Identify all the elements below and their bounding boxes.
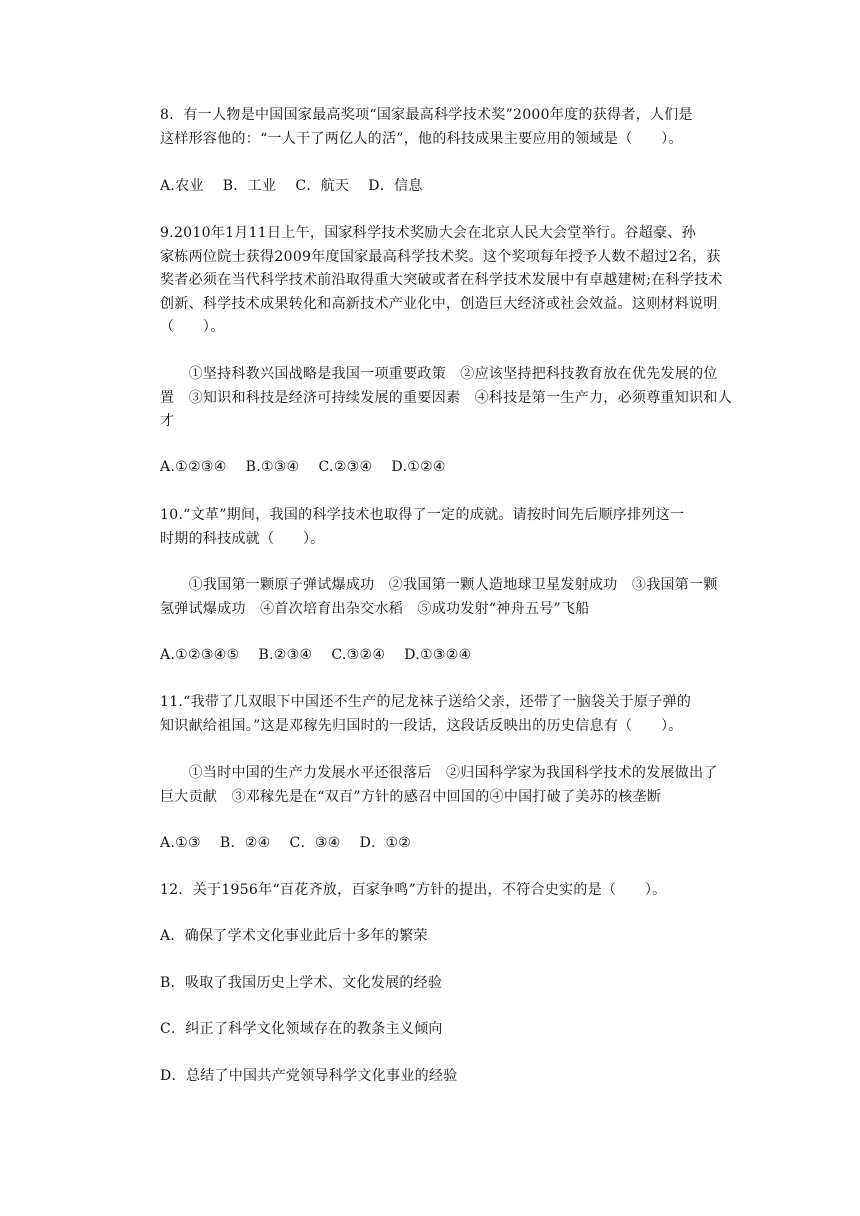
question-9-items [160, 363, 732, 434]
question-9-item-line: 才 [160, 413, 175, 429]
question-10-item-line: ①我国第一颗原子弹试爆成功 ②我国第一颗人造地球卫星发射成功 ③我国第一颗 [160, 577, 718, 593]
question-11-item-line: ①当时中国的生产力发展水平还很落后 ②归国科学家为我国科学技术的发展做出了 [160, 765, 718, 781]
question-10-item-line: 氢弹试爆成功 ④首次培育出杂交水稻 ⑤成功发射“神舟五号”飞船 [160, 600, 590, 617]
question-12-stem-line: 12．关于1956年“百花齐放，百家争鸣”方针的提出，不符合史实的是（ ）。 [160, 882, 667, 898]
question-9-stem [160, 222, 732, 340]
question-10-stem-line: 时期的科技成就（ ）。 [160, 530, 325, 547]
question-9-stem-line: （ ）。 [160, 319, 225, 335]
question-9-stem-line: 9.2010年1月11日上午，国家科学技术奖励大会在北京人民大会堂举行。谷超豪、孙 [160, 225, 697, 241]
question-11-items [160, 762, 732, 809]
question-9-stem-line: 奖者必须在当代科学技术前沿取得重大突破或者在科学技术发展中有卓越建树;在科学技术 [160, 272, 723, 288]
question-8-options: A.农业 B．工业 C．航天 D．信息 [160, 178, 423, 194]
question-12-option-d: D．总结了中国共产党领导科学文化事业的经验 [160, 1068, 458, 1084]
question-9-item-line: 置 ③知识和科技是经济可持续发展的重要因素 ④科技是第一生产力，必须尊重知识和人 [160, 389, 732, 406]
question-8-stem [160, 104, 732, 151]
question-10-items [160, 574, 732, 621]
question-10-stem-line: 10.“文革”期间，我国的科学技术也取得了一定的成就。请按时间先后顺序排列这一 [160, 507, 685, 523]
question-11-stem-line: 知识献给祖国。”这是邓稼先归国时的一段话，这段话反映出的历史信息有（ ）。 [160, 717, 683, 734]
question-10-stem [160, 504, 732, 551]
question-8-stem-line: 8．有一人物是中国国家最高奖项“国家最高科学技术奖”2000年度的获得者，人们是 [160, 107, 693, 123]
question-11-item-line: 巨大贡献 ③邓稼先是在“双百”方针的感召中回国的④中国打破了美苏的核垄断 [160, 788, 662, 805]
question-12-option-a: A．确保了学术文化事业此后十多年的繁荣 [160, 928, 428, 944]
question-12-option-b: B．吸取了我国历史上学术、文化发展的经验 [160, 975, 443, 991]
question-12-stem [160, 879, 732, 903]
question-10-options: A.①②③④⑤ B.②③④ C.③②④ D.①③②④ [160, 647, 472, 663]
question-9-stem-line: 家栋两位院士获得2009年度国家最高科学技术奖。这个奖项每年授予人数不超过2名，获 [160, 248, 721, 265]
question-11-stem [160, 691, 732, 738]
question-9-options: A.①②③④ B.①③④ C.②③④ D.①②④ [160, 459, 446, 475]
question-11-stem-line: 11.“我带了几双眼下中国还不生产的尼龙袜子送给父亲，还带了一脑袋关于原子弹的 [160, 694, 692, 710]
question-11-options: A.①③ B．②④ C．③④ D．①② [160, 835, 412, 851]
question-9-item-line: ①坚持科教兴国战略是我国一项重要政策 ②应该坚持把科技教育放在优先发展的位 [160, 366, 718, 382]
question-12-option-c: C．纠正了科学文化领域存在的教条主义倾向 [160, 1021, 443, 1037]
question-9-stem-line: 创新、科学技术成果转化和高新技术产业化中，创造巨大经济或社会效益。这则材料说明 [160, 295, 718, 312]
question-8-stem-line: 这样形容他的：“一人干了两亿人的活”，他的科技成果主要应用的领域是（ ）。 [160, 130, 683, 147]
